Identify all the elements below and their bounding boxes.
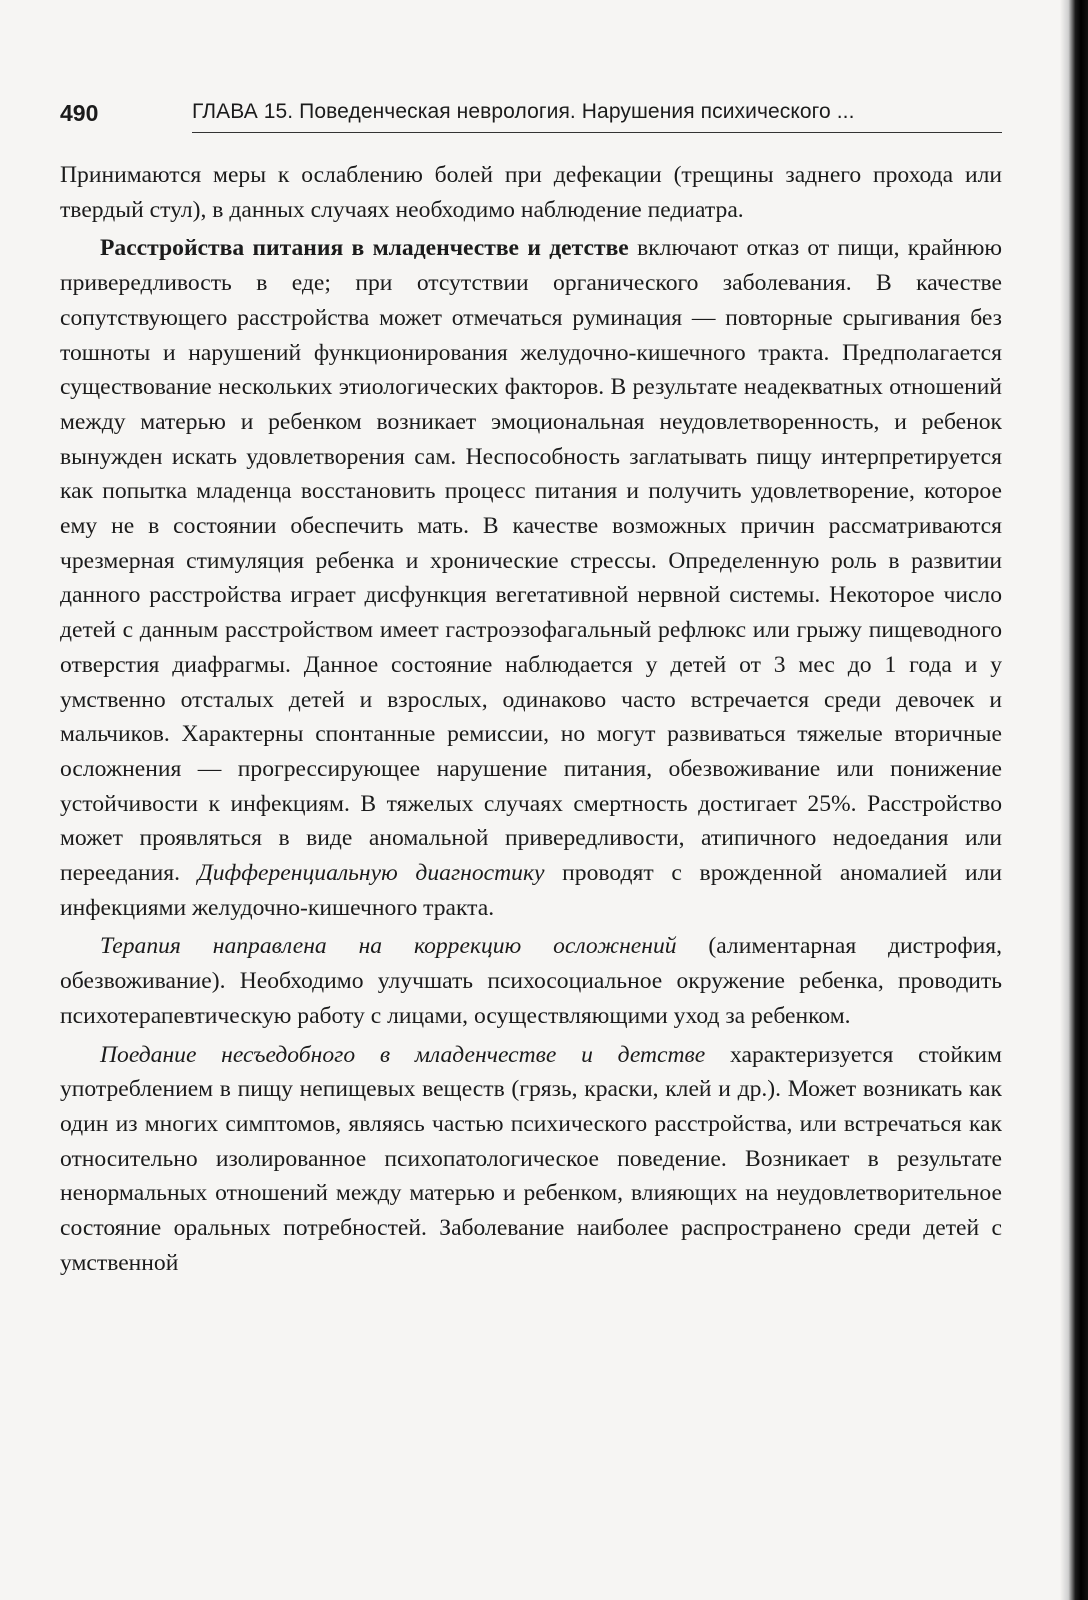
paragraph-feeding-disorders: [60, 231, 1002, 925]
paragraph-text-tail: проводят с врожденной аномалией или инфекциями желудочно-кишечного тракта.: [60, 860, 1002, 921]
italic-term: Терапия направлена на коррекцию осложнений: [100, 933, 677, 960]
paragraph-continued: [60, 158, 1002, 227]
bold-term: Расстройства питания в младенчестве и детстве: [100, 235, 629, 262]
paragraph-pica: [60, 1038, 1002, 1281]
paragraph-text: Принимаются меры к ослаблению болей при дефекации (трещины заднего прохода или твердый стул), в данных случаях необходимо наблюдение педиатра.: [60, 162, 1002, 223]
paragraph-text: (алиментарная дистрофия, обезвоживание). Необходимо улучшать психосоциальное окружение ребенка, проводить психотерапевтическую работу с лицами, осуществляющими уход за ребенком.: [60, 933, 1002, 1029]
paragraph-text: характеризуется стойким употреблением в пищу непищевых веществ (грязь, краски, клей и др.). Может возникать как один из многих симптомов, являясь частью психического расстройства, или встречаться как относительно изолированное психопатологическое поведение. Возникает в результате ненормальных отношений между матерью и ребенком, влияющих на неудовлетворительное состояние оральных потребностей. Заболевание наиболее распространено среди детей с умственной: [60, 1041, 1002, 1276]
running-head: [60, 100, 1002, 136]
paragraph-therapy: [60, 929, 1002, 1033]
header-rule: [192, 132, 1002, 133]
italic-term: Поедание несъедобного в младенчестве и детстве: [100, 1041, 706, 1068]
italic-term: Дифференциальную диагностику: [197, 860, 545, 887]
page-edge-shadow: [1060, 0, 1088, 1600]
page-number: 490: [60, 100, 99, 126]
body-text: [60, 158, 1002, 1281]
paragraph-text: включают отказ от пищи, крайнюю привередливость в еде; при отсутствии органического заболевания. В качестве сопутствующего расстройства может отмечаться руминация — повторные срыгивания без тошноты и нарушений функционирования желудочно-кишечного тракта. Предполагается существование нескольких этиологических факторов. В результате неадекватных отношений между матерью и ребенком возникает эмоциональная неудовлетворенность, и ребенок вынужден искать удовлетворения сам. Неспособность заглатывать пищу интерпретируется как попытка младенца восстановить процесс питания и получить удовлетворение, которое ему не в состоянии обеспечить мать. В качестве возможных причин рассматриваются чрезмерная стимуляция ребенка и хронические стрессы. Определенную роль в развитии данного расстройства играет дисфункция вегетативной нервной системы. Некоторое число детей с данным расстройством имеет гастроэзофагальный рефлюкс или грыжу пищеводного отверстия диафрагмы. Данное состояние наблюдается у детей от 3 мес до 1 года и у умственно отсталых детей и взрослых, одинаково часто встречается среди девочек и мальчиков. Характерны спонтанные ремиссии, но могут развиваться тяжелые вторичные осложнения — прогрессирующее нарушение питания, обезвоживание или понижение устойчивости к инфекциям. В тяжелых случаях смертность достигает 25%. Расстройство может проявляться в виде аномальной привередливости, атипичного недоедания или переедания.: [60, 235, 1002, 887]
chapter-title: ГЛАВА 15. Поведенческая неврология. Нарушения психического ...: [192, 100, 855, 123]
